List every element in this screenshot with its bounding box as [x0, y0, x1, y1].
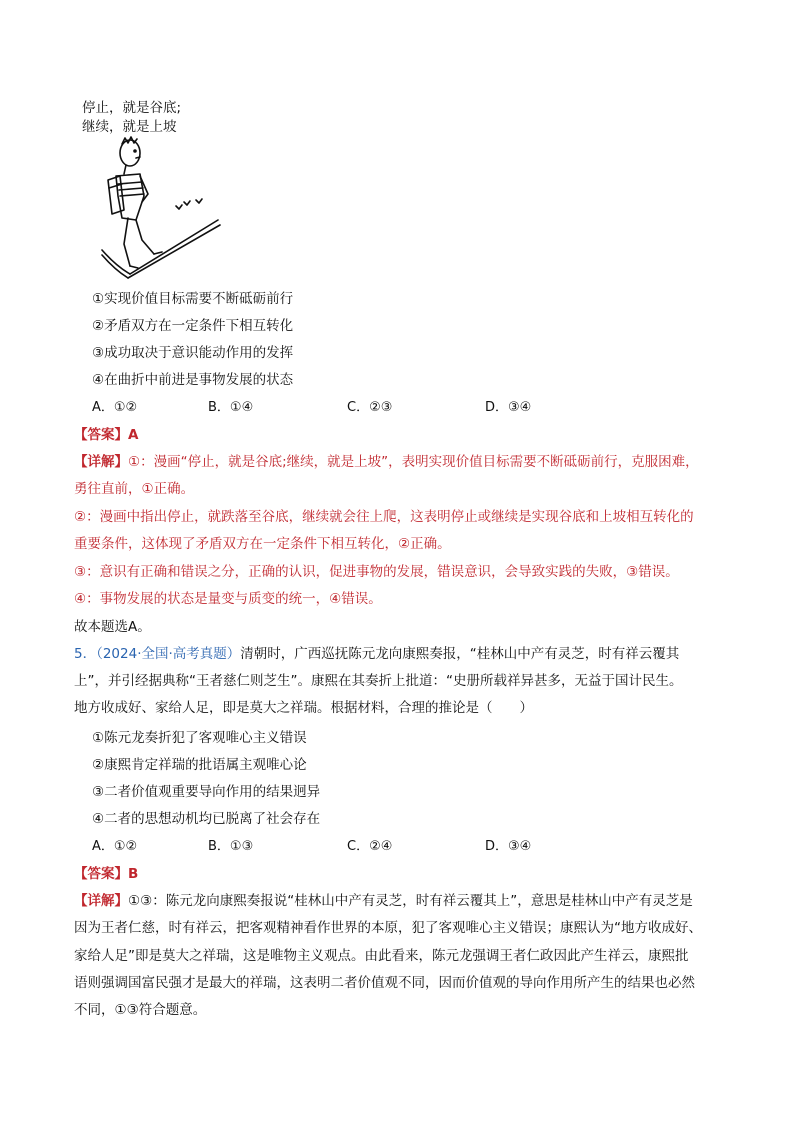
- q4-statement-1: ①实现价值目标需要不断砥砺前行: [92, 291, 294, 307]
- q4-detail-text1: ①：漫画“停止，就是谷底;继续，就是上坡”，表明实现价值目标需要不断砥砺前行，克服困难，: [128, 454, 699, 470]
- q5-statement-4: ④二者的思想动机均已脱离了社会存在: [92, 811, 321, 827]
- q4-detail-line6: ④：事物发展的状态是量变与质变的统一，④错误。: [74, 591, 382, 607]
- q5-option-c: C．②④: [347, 839, 393, 854]
- q4-answer: 【答案】A: [74, 427, 139, 443]
- q4-option-c: C．②③: [347, 400, 393, 415]
- q4-statement-3: ③成功取决于意识能动作用的发挥: [92, 345, 294, 361]
- q5-detail-line1: [74, 892, 693, 910]
- hiker-drawing: [78, 98, 223, 280]
- q5-detail-line3: 家给人足”即是莫大之祥瑞，这是唯物主义观点。由此看来，陈元龙强调王者仁政因此产生祥云，康熙批: [74, 948, 689, 964]
- q5-option-d: D．③④: [485, 839, 532, 854]
- q4-statement-4: ④在曲折中前进是事物发展的状态: [92, 372, 294, 388]
- q4-option-a: A．①②: [92, 400, 138, 415]
- q5-source: 5．（2024·全国·高考真题）: [74, 646, 241, 662]
- q5-detail-line2: 因为王者仁慈，时有祥云，把客观精神看作世界的本原，犯了客观唯心主义错误；康熙认为“地方收成好、: [74, 920, 702, 936]
- q4-detail-line1: [74, 453, 699, 471]
- cartoon-illustration: [78, 98, 223, 280]
- q4-detail-line4: 重要条件，这体现了矛盾双方在一定条件下相互转化，②正确。: [74, 536, 451, 552]
- q4-conclusion: 故本题选A。: [74, 619, 151, 635]
- q5-detail-text1: ①③：陈元龙向康熙奏报说“桂林山中产有灵芝，时有祥云覆其上”，意思是桂林山中产有灵芝是: [128, 893, 693, 909]
- q4-statement-2: ②矛盾双方在一定条件下相互转化: [92, 318, 294, 334]
- q4-option-b: B．①④: [208, 400, 254, 415]
- q5-stem-text1: 清朝时，广西巡抚陈元龙向康熙奏报，“桂林山中产有灵芝，时有祥云覆其: [240, 646, 680, 662]
- cartoon-caption-line1: 停止，就是谷底;: [82, 100, 182, 116]
- q5-option-a: A．①②: [92, 839, 138, 854]
- q5-stem-line3: 地方收成好、家给人足，即是莫大之祥瑞。根据材料，合理的推论是（ ）: [74, 700, 533, 716]
- q4-detail-line2: 勇往直前，①正确。: [74, 481, 195, 497]
- q4-option-d: D．③④: [485, 400, 532, 415]
- q4-detail-label: 【详解】: [74, 454, 128, 470]
- q5-option-b: B．①③: [208, 839, 254, 854]
- q4-detail-line5: ③：意识有正确和错误之分，正确的认识，促进事物的发展，错误意识，会导致实践的失败，③错误。: [74, 564, 679, 580]
- q5-stem-line2: 上”，并引经据典称“王者慈仁则芝生”。康熙在其奏折上批道：“史册所载祥异甚多，无益于国计民生。: [74, 673, 683, 689]
- q5-answer: 【答案】B: [74, 866, 139, 882]
- q5-statement-2: ②康熙肯定祥瑞的批语属主观唯心论: [92, 757, 307, 773]
- q5-statement-3: ③二者价值观重要导向作用的结果迥异: [92, 784, 321, 800]
- q5-detail-label: 【详解】: [74, 893, 128, 909]
- q5-stem-line1: [74, 645, 679, 663]
- cartoon-caption-line2: 继续，就是上坡: [82, 119, 177, 135]
- q4-detail-line3: ②：漫画中指出停止，就跌落至谷底，继续就会往上爬，这表明停止或继续是实现谷底和上坡相互转化的: [74, 509, 694, 525]
- q5-detail-line5: 不同，①③符合题意。: [74, 1002, 207, 1018]
- q5-detail-line4: 语则强调国富民强才是最大的祥瑞，这表明二者价值观不同，因而价值观的导向作用所产生的结果也必然: [74, 975, 695, 991]
- q5-statement-1: ①陈元龙奏折犯了客观唯心主义错误: [92, 730, 307, 746]
